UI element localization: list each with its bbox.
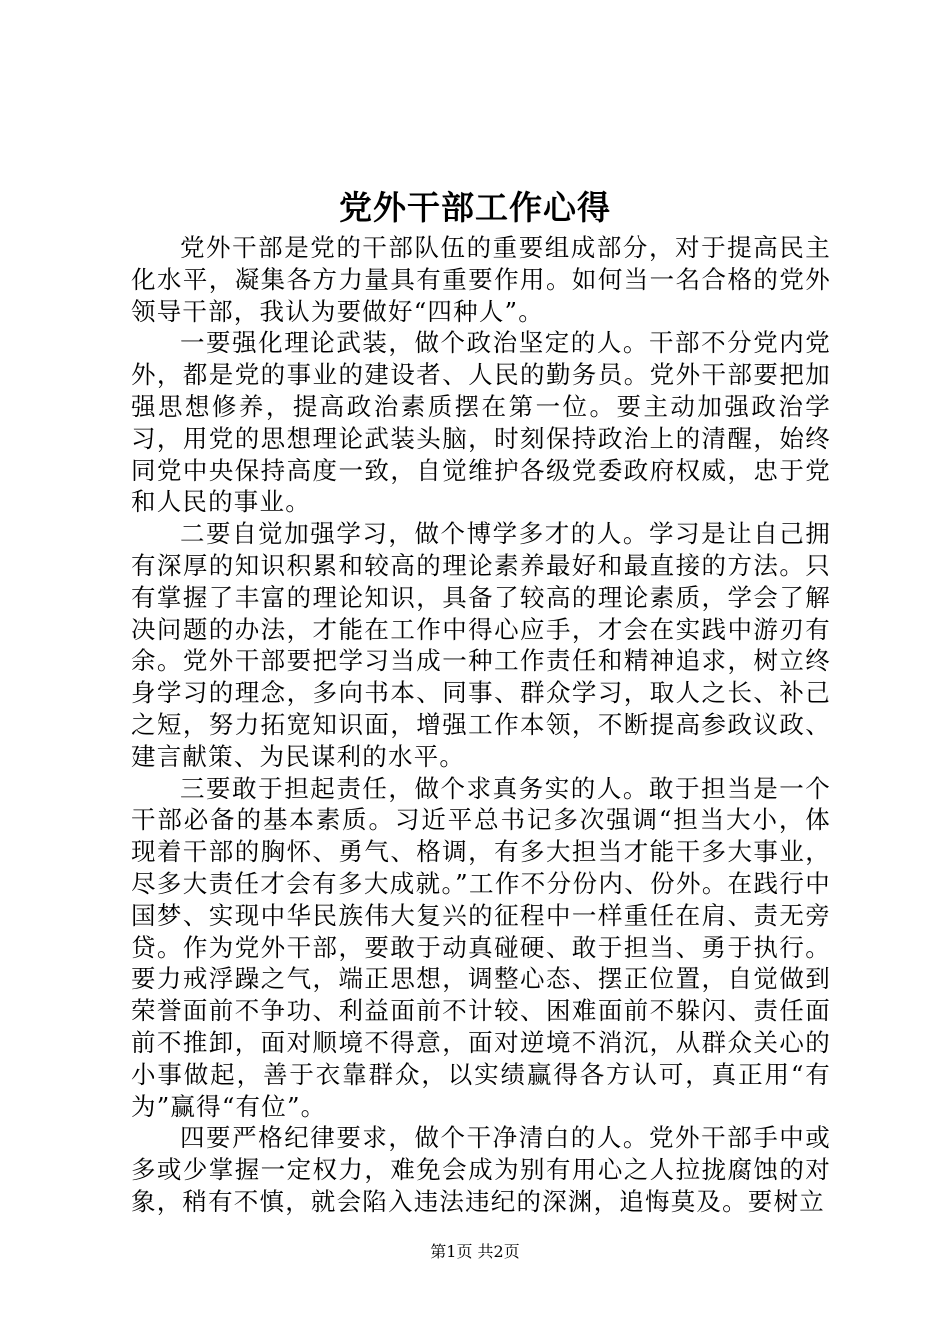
paragraph-point-one: 一要强化理论武装，做个政治坚定的人。干部不分党内党外，都是党的事业的建设者、人民的勤务员。党外干部要把加强思想修养，提高政治素质摆在第一位。要主动加强政治学习，用党的思想理论武装头脑，时刻保持政治上的清醒，始终同党中央保持高度一致，自觉维护各级党委政府权威，忠于党和人民的事业。	[131, 328, 831, 517]
page-number-footer: 第1页 共2页	[430, 1242, 520, 1261]
document-body	[131, 232, 831, 1218]
paragraph-intro: 党外干部是党的干部队伍的重要组成部分，对于提高民主化水平，凝集各方力量具有重要作用。如何当一名合格的党外领导干部，我认为要做好“四种人”。	[131, 233, 831, 326]
paragraph-point-four: 四要严格纪律要求，做个干净清白的人。党外干部手中或多或少掌握一定权力，难免会成为别有用心之人拉拢腐蚀的对象，稍有不慎，就会陷入违法违纪的深渊，追悔莫及。要树立	[131, 1123, 831, 1216]
paragraph-point-three: 三要敢于担起责任，做个求真务实的人。敢于担当是一个干部必备的基本素质。习近平总书记多次强调“担当大小，体现着干部的胸怀、勇气、格调，有多大担当才能干多大事业，尽多大责任才会有多大成就。”工作不分份内、份外。在践行中国梦、实现中华民族伟大复兴的征程中一样重任在肩、责无旁贷。作为党外干部，要敢于动真碰硬、敢于担当、勇于执行。要力戒浮躁之气，端正思想，调整心态、摆正位置，自觉做到荣誉面前不争功、利益面前不计较、困难面前不躲闪、责任面前不推卸，面对顺境不得意，面对逆境不消沉，从群众关心的小事做起，善于衣靠群众，以实绩赢得各方认可，真正用“有为”赢得“有位”。	[131, 773, 831, 1121]
document-title: 党外干部工作心得	[339, 188, 611, 227]
paragraph-point-two: 二要自觉加强学习，做个博学多才的人。学习是让自己拥有深厚的知识积累和较高的理论素养最好和最直接的方法。只有掌握了丰富的理论知识，具备了较高的理论素质，学会了解决问题的办法，才能在工作中得心应手，才会在实践中游刃有余。党外干部要把学习当成一种工作责任和精神追求，树立终身学习的理念，多向书本、同事、群众学习，取人之长、补己之短，努力拓宽知识面，增强工作本领，不断提高参政议政、建言献策、为民谋利的水平。	[131, 519, 831, 771]
